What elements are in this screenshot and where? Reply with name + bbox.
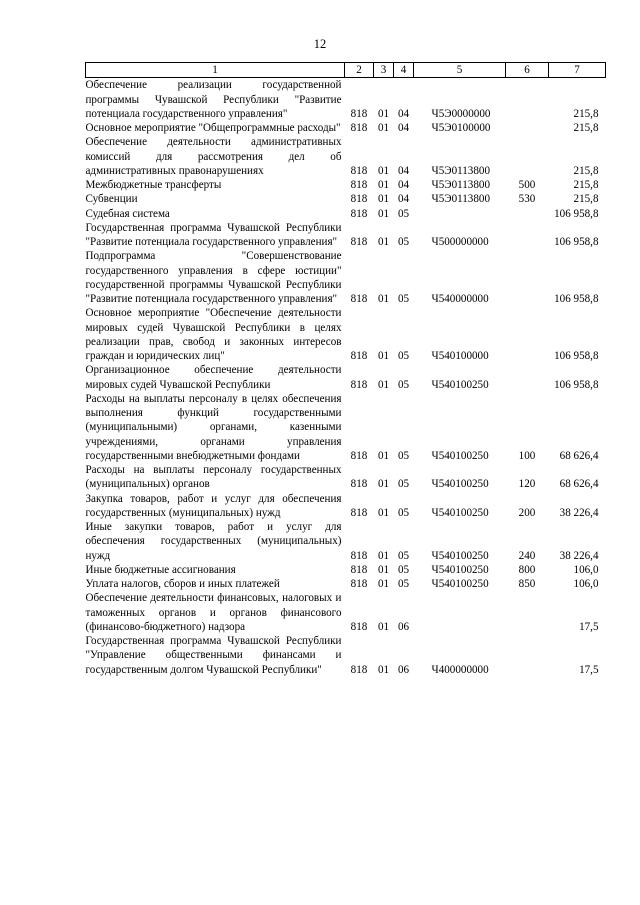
row-code-gr-cell: 818 <box>350 378 368 391</box>
row-code-gr-cell: 818 <box>350 207 368 220</box>
row-name-cell: Уплата налогов, сборов и иных платежей <box>85 578 280 590</box>
row-name-cell: Расходы на выплаты персоналу государственных (муниципальных) органов <box>85 464 342 491</box>
row-code-pr-cell: 06 <box>397 663 410 676</box>
row-code-rz-cell: 01 <box>377 663 390 676</box>
row-amount-cell: 68 626,4 <box>559 449 599 462</box>
row-name-cell: Государственная программа Чувашской Республики "Управление общественными финансами и государственным долгом Чувашской Республики" <box>85 635 342 676</box>
row-code-rz-cell: 01 <box>377 293 390 305</box>
table-row <box>86 634 606 677</box>
row-code-pr-cell: 04 <box>397 193 410 206</box>
row-code-gr-cell: 818 <box>350 193 368 206</box>
row-code-gr-cell: 818 <box>350 549 368 562</box>
table-row <box>86 178 606 192</box>
row-code-rz-cell: 01 <box>377 549 390 562</box>
row-code-csr-cell: Ч540100250 <box>431 549 489 562</box>
row-code-rz-cell: 01 <box>377 107 390 120</box>
row-amount-cell: 17,5 <box>579 620 599 633</box>
row-amount-cell: 215,8 <box>573 193 599 206</box>
table-row <box>86 591 606 634</box>
row-code-vr-cell: 530 <box>518 193 536 206</box>
row-amount-cell: 68 626,4 <box>559 478 599 491</box>
column-header: 1 <box>86 63 345 78</box>
row-code-gr-cell: 818 <box>350 449 368 462</box>
row-amount-cell: 38 226,4 <box>559 506 599 519</box>
row-amount-cell: 215,8 <box>573 164 599 177</box>
row-code-csr-cell: Ч540100000 <box>431 350 489 362</box>
row-code-vr-cell: 850 <box>518 578 536 590</box>
row-code-gr-cell: 818 <box>350 478 368 491</box>
row-name-cell: Закупка товаров, работ и услуг для обеспечения государственных (муниципальных) нужд <box>85 492 342 519</box>
table-row <box>86 392 606 463</box>
table-row <box>86 577 606 591</box>
row-code-csr-cell <box>414 591 506 634</box>
row-code-rz-cell: 01 <box>377 164 390 177</box>
table-row <box>86 463 606 492</box>
row-code-vr-cell <box>506 221 549 250</box>
column-header: 6 <box>506 63 549 78</box>
row-code-pr-cell: 05 <box>397 578 410 590</box>
row-code-vr-cell <box>506 121 549 135</box>
row-code-pr-cell: 05 <box>397 563 410 576</box>
row-code-pr-cell: 05 <box>397 506 410 519</box>
row-code-csr-cell: Ч5Э0113800 <box>431 193 490 206</box>
row-code-vr-cell <box>506 78 549 121</box>
row-amount-cell: 106 958,8 <box>554 378 599 391</box>
row-name-cell: Обеспечение деятельности финансовых, налоговых и таможенных органов и органов финансового (финансово-бюджетного) надзора <box>85 592 342 633</box>
row-code-csr-cell: Ч540100250 <box>431 449 489 462</box>
row-code-vr-cell <box>506 249 549 306</box>
row-name-cell: Расходы на выплаты персоналу в целях обеспечения выполнения функций государственными (муниципальными) органами, казенными учреждениями, органами управления государственными внебюджетными фондами <box>85 392 342 462</box>
table-row <box>86 221 606 250</box>
row-code-rz-cell: 01 <box>377 350 390 362</box>
table-row <box>86 192 606 206</box>
row-code-csr-cell: Ч540100250 <box>431 478 489 491</box>
table-row <box>86 520 606 563</box>
table-row <box>86 306 606 363</box>
column-header: 2 <box>345 63 374 78</box>
row-code-vr-cell <box>506 207 549 221</box>
row-code-rz-cell: 01 <box>377 122 390 134</box>
row-code-pr-cell: 04 <box>397 122 410 134</box>
row-name-cell: Организационное обеспечение деятельности мировых судей Чувашской Республики <box>85 364 342 391</box>
row-name-cell: Основное мероприятие "Общепрограммные расходы" <box>85 122 341 134</box>
row-code-pr-cell: 05 <box>397 293 410 305</box>
row-code-pr-cell: 05 <box>397 236 410 248</box>
row-amount-cell: 106 958,8 <box>554 293 599 305</box>
row-code-csr-cell: Ч540100250 <box>431 506 489 519</box>
row-name-cell: Иные закупки товаров, работ и услуг для обеспечения государственных (муниципальных) нужд <box>85 521 342 562</box>
row-code-rz-cell: 01 <box>377 179 390 191</box>
row-code-vr-cell: 200 <box>518 506 536 519</box>
row-code-vr-cell: 100 <box>518 449 536 462</box>
row-code-rz-cell: 01 <box>377 578 390 590</box>
row-amount-cell: 106,0 <box>573 578 599 590</box>
column-header: 4 <box>394 63 414 78</box>
column-header: 3 <box>374 63 394 78</box>
row-code-rz-cell: 01 <box>377 506 390 519</box>
row-code-gr-cell: 818 <box>350 620 368 633</box>
row-code-csr-cell: Ч540000000 <box>431 293 489 305</box>
row-code-csr-cell: Ч540100250 <box>431 378 489 391</box>
row-code-csr-cell: Ч500000000 <box>431 236 489 248</box>
row-code-pr-cell: 05 <box>397 549 410 562</box>
column-header: 5 <box>414 63 506 78</box>
row-code-rz-cell: 01 <box>377 378 390 391</box>
row-code-csr-cell: Ч540100250 <box>431 578 489 590</box>
row-code-csr-cell: Ч5Э0113800 <box>431 164 490 177</box>
row-code-vr-cell <box>506 363 549 392</box>
row-code-pr-cell: 04 <box>397 107 410 120</box>
row-code-gr-cell: 818 <box>350 350 368 362</box>
row-code-gr-cell: 818 <box>350 563 368 576</box>
row-code-csr-cell: Ч540100250 <box>431 563 489 576</box>
row-amount-cell: 106,0 <box>573 563 599 576</box>
table-row <box>86 363 606 392</box>
row-amount-cell: 215,8 <box>573 179 599 191</box>
row-code-vr-cell <box>506 591 549 634</box>
column-header: 7 <box>549 63 606 78</box>
row-code-vr-cell <box>506 634 549 677</box>
table-header-row <box>86 63 606 78</box>
row-name-cell: Иные бюджетные ассигнования <box>85 563 236 576</box>
row-name-cell: Обеспечение деятельности административных комиссий для рассмотрения дел об административных правонарушениях <box>85 136 342 177</box>
row-amount-cell: 38 226,4 <box>559 549 599 562</box>
row-code-rz-cell: 01 <box>377 563 390 576</box>
row-code-gr-cell: 818 <box>350 506 368 519</box>
row-code-rz-cell: 01 <box>377 207 390 220</box>
row-code-gr-cell: 818 <box>350 122 368 134</box>
row-code-gr-cell: 818 <box>350 663 368 676</box>
row-code-csr-cell <box>414 207 506 221</box>
row-code-csr-cell: Ч5Э0113800 <box>431 179 490 191</box>
row-code-gr-cell: 818 <box>350 107 368 120</box>
row-code-pr-cell: 05 <box>397 378 410 391</box>
budget-table <box>85 62 606 677</box>
row-code-csr-cell: Ч5Э0100000 <box>431 122 491 134</box>
row-code-pr-cell: 05 <box>397 478 410 491</box>
row-amount-cell: 106 958,8 <box>554 207 599 220</box>
table-row <box>86 492 606 521</box>
row-code-vr-cell: 120 <box>518 478 536 491</box>
row-name-cell: Обеспечение реализации государственной программы Чувашской Республики "Развитие потенциала государственного управления" <box>85 79 342 120</box>
row-code-pr-cell: 04 <box>397 179 410 191</box>
page-number: 12 <box>313 37 327 51</box>
row-code-csr-cell: Ч400000000 <box>431 663 489 676</box>
row-code-gr-cell: 818 <box>350 236 368 248</box>
row-code-pr-cell: 06 <box>397 620 410 633</box>
row-amount-cell: 106 958,8 <box>554 350 599 362</box>
row-code-rz-cell: 01 <box>377 620 390 633</box>
row-code-vr-cell: 500 <box>518 179 536 191</box>
row-code-rz-cell: 01 <box>377 236 390 248</box>
row-code-vr-cell: 240 <box>518 549 536 562</box>
row-code-rz-cell: 01 <box>377 478 390 491</box>
row-code-gr-cell: 818 <box>350 179 368 191</box>
row-code-vr-cell <box>506 135 549 178</box>
row-code-rz-cell: 01 <box>377 193 390 206</box>
row-name-cell: Подпрограмма "Совершенствование государственного управления в сфере юстиции" государственной программы Чувашской Республики "Развитие потенциала государственного управления" <box>85 250 342 305</box>
row-code-gr-cell: 818 <box>350 578 368 590</box>
row-code-vr-cell: 800 <box>518 563 536 576</box>
row-code-csr-cell: Ч5Э0000000 <box>431 107 491 120</box>
row-code-pr-cell: 05 <box>397 350 410 362</box>
table-row <box>86 563 606 577</box>
table-row <box>86 207 606 221</box>
row-code-gr-cell: 818 <box>350 293 368 305</box>
row-amount-cell: 215,8 <box>573 107 599 120</box>
table-row <box>86 78 606 121</box>
row-amount-cell: 215,8 <box>573 122 599 134</box>
table-row <box>86 249 606 306</box>
row-name-cell: Основное мероприятие "Обеспечение деятельности мировых судей Чувашской Республики в целях реализации прав, свобод и законных интересов граждан и юридических лиц" <box>85 307 342 362</box>
row-code-gr-cell: 818 <box>350 164 368 177</box>
row-amount-cell: 106 958,8 <box>554 236 599 248</box>
row-code-pr-cell: 05 <box>397 449 410 462</box>
table-row <box>86 121 606 135</box>
table-row <box>86 135 606 178</box>
row-name-cell: Судебная система <box>85 207 170 220</box>
row-name-cell: Государственная программа Чувашской Республики "Развитие потенциала государственного управления" <box>85 221 342 248</box>
row-name-cell: Межбюджетные трансферты <box>85 179 222 191</box>
row-name-cell: Субвенции <box>85 193 138 206</box>
row-code-pr-cell: 05 <box>397 207 410 220</box>
row-code-vr-cell <box>506 306 549 363</box>
row-amount-cell: 17,5 <box>579 663 599 676</box>
row-code-pr-cell: 04 <box>397 164 410 177</box>
row-code-rz-cell: 01 <box>377 449 390 462</box>
